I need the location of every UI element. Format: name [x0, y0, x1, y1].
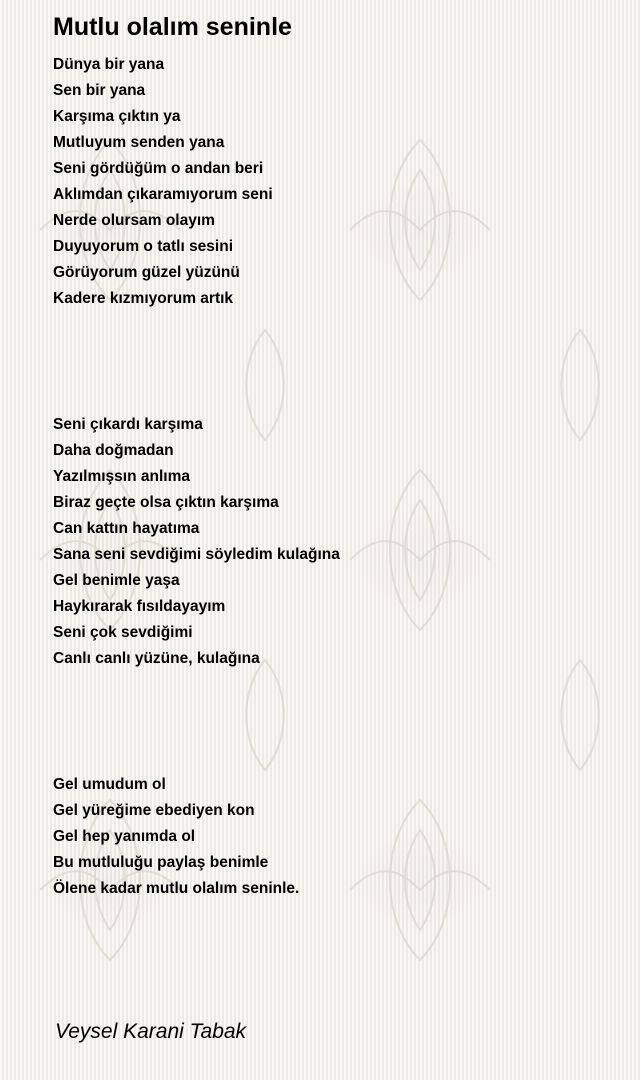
poem-line: Aklımdan çıkaramıyorum seni	[53, 186, 273, 203]
poem-line: Seni çıkardı karşıma	[53, 416, 203, 433]
poem-line: Yazılmışsın anlıma	[53, 468, 190, 485]
poem-line: Görüyorum güzel yüzünü	[53, 264, 240, 281]
poem-line: Gel umudum ol	[53, 776, 166, 793]
poem-line: Mutluyum senden yana	[53, 134, 225, 151]
poem-line: Sana seni sevdiğimi söyledim kulağına	[53, 546, 340, 563]
poem-author: Veysel Karani Tabak	[55, 1020, 247, 1043]
poem-line: Seni çok sevdiğimi	[53, 624, 193, 641]
poem-line: Gel benimle yaşa	[53, 572, 180, 589]
poem-line: Seni gördüğüm o andan beri	[53, 160, 264, 177]
poem-line: Kadere kızmıyorum artık	[53, 290, 234, 307]
poem-line: Nerde olursam olayım	[53, 212, 215, 229]
poem-line: Can kattın hayatıma	[53, 520, 200, 537]
poem-line: Ölene kadar mutlu olalım seninle.	[53, 880, 300, 897]
poem-line: Karşıma çıktın ya	[53, 108, 181, 125]
poem-line: Bu mutluluğu paylaş benimle	[53, 854, 269, 871]
poem-line: Daha doğmadan	[53, 442, 174, 459]
poem-line: Duyuyorum o tatlı sesini	[53, 238, 234, 255]
poem-line: Gel hep yanımda ol	[53, 828, 196, 845]
poem-line: Dünya bir yana	[53, 56, 165, 73]
poem-line: Haykırarak fısıldayayım	[53, 598, 226, 615]
poem-line: Canlı canlı yüzüne, kulağına	[53, 650, 260, 667]
poem-line: Biraz geçte olsa çıktın karşıma	[53, 494, 279, 511]
stanza-2	[53, 412, 340, 672]
poem-line: Gel yüreğime ebediyen kon	[53, 802, 255, 819]
stanza-3	[53, 772, 299, 902]
poem-line: Sen bir yana	[53, 82, 146, 99]
poem-title: Mutlu olalım seninle	[53, 13, 292, 41]
stanza-1	[53, 52, 273, 312]
